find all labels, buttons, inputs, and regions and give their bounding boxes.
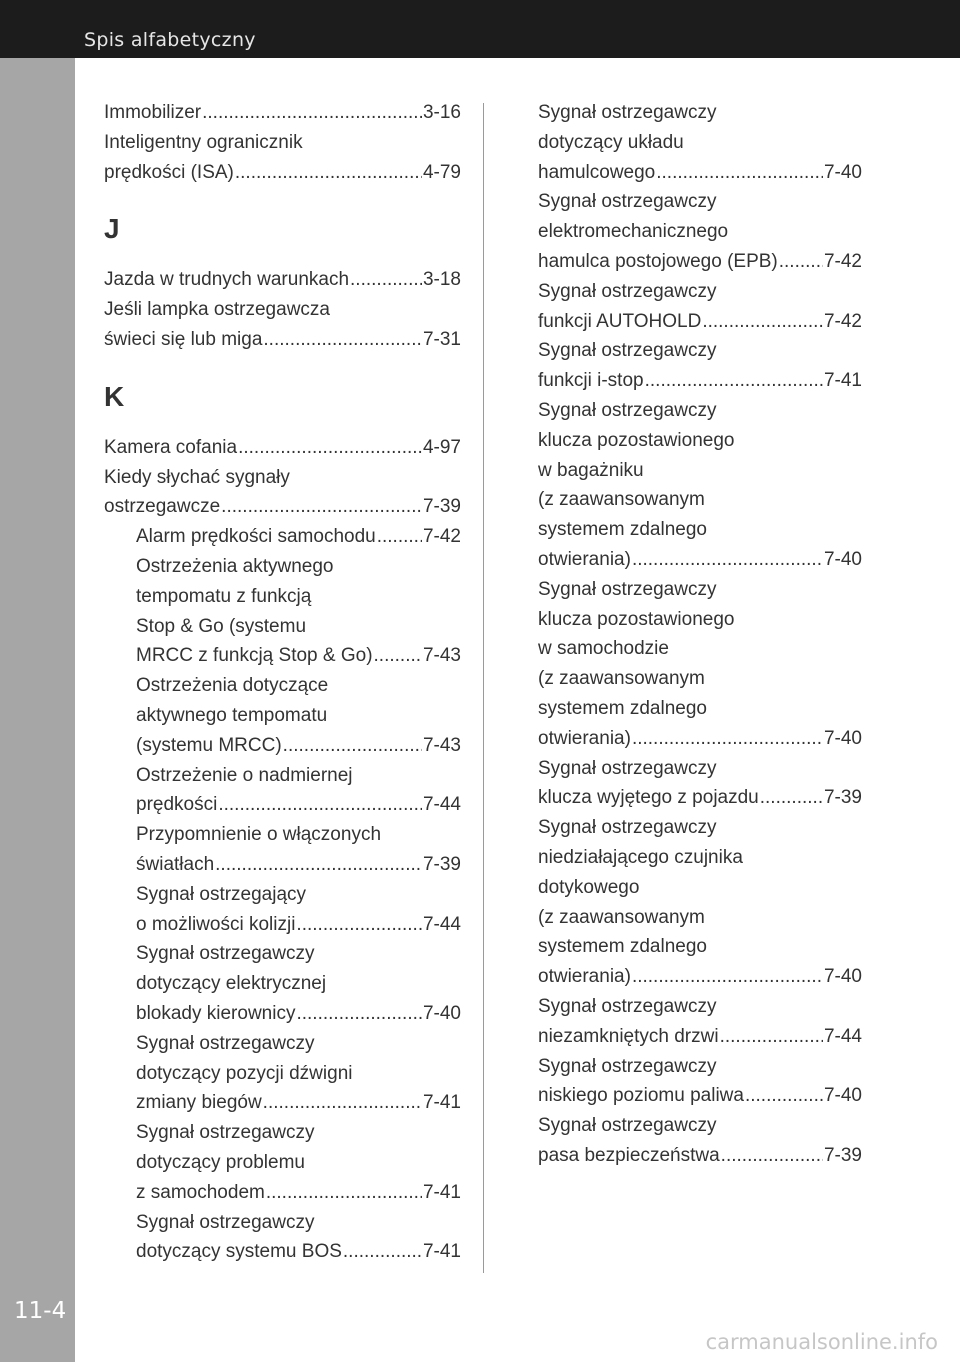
index-entry-text: (z zaawansowanym [538, 668, 705, 690]
index-entry [538, 843, 862, 873]
index-entry-text: hamulca postojowego (EPB) [538, 250, 778, 272]
index-column-right [538, 98, 862, 1171]
side-margin-bar [0, 58, 75, 1362]
index-entry-text: Sygnał ostrzegawczy [136, 1032, 315, 1054]
index-entry-text: Kamera cofania [104, 436, 238, 458]
index-entry [104, 1118, 461, 1148]
index-entry-text: niskiego poziomu paliwa [538, 1085, 744, 1107]
index-entry [104, 1237, 461, 1267]
index-entry [104, 850, 461, 880]
dot-leader [760, 783, 823, 813]
index-entry [538, 932, 862, 962]
index-entry-text: klucza pozostawionego [538, 608, 735, 630]
index-entry-text: Ostrzeżenia dotyczące [136, 675, 329, 697]
index-entry-text: funkcji i-stop [538, 370, 644, 392]
index-entry [538, 158, 862, 188]
index-entry-text: blokady kierownicy [136, 1002, 296, 1024]
page-number: 11-4 [14, 1298, 67, 1324]
index-section-letter: K [104, 380, 125, 412]
index-entry-text: Sygnał ostrzegawczy [538, 578, 717, 600]
header-bar [0, 0, 960, 58]
index-page-ref: 7-31 [422, 328, 461, 350]
index-page-ref: 7-42 [823, 310, 862, 332]
index-entry [538, 545, 862, 575]
dot-leader [343, 1237, 422, 1267]
index-entry [104, 492, 461, 522]
dot-leader [235, 158, 422, 188]
index-entry-text: Sygnał ostrzegawczy [538, 102, 717, 123]
dot-leader [266, 1178, 422, 1208]
index-page-ref: 7-44 [823, 1025, 862, 1047]
index-entry-text: w samochodzie [538, 638, 669, 660]
index-page-ref: 7-40 [823, 966, 862, 988]
index-page-ref: 7-41 [422, 1092, 461, 1114]
index-entry-text: klucza pozostawionego [538, 429, 735, 451]
index-entry-text: (systemu MRCC) [136, 734, 282, 756]
index-entry [104, 731, 461, 761]
index-entry-text: Sygnał ostrzegawczy [538, 340, 717, 362]
index-entry [538, 605, 862, 635]
index-page-ref: 7-40 [422, 1002, 461, 1024]
dot-leader [632, 962, 823, 992]
index-entry [538, 247, 862, 277]
index-entry-text: Alarm prędkości samochodu [136, 526, 376, 548]
index-entry-text: ostrzegawcze [104, 496, 221, 518]
index-entry [104, 790, 461, 820]
index-entry-text: prędkości (ISA) [104, 161, 234, 183]
index-entry [104, 969, 461, 999]
index-entry-text: hamulcowego [538, 161, 656, 183]
index-page-ref: 7-40 [823, 727, 862, 749]
index-entry [538, 1052, 862, 1082]
index-entry [538, 396, 862, 426]
index-entry-text: Sygnał ostrzegający [136, 883, 307, 905]
index-entry-text: Sygnał ostrzegawczy [538, 757, 717, 779]
index-entry [104, 522, 461, 552]
index-entry [104, 1088, 461, 1118]
index-page-ref: 7-39 [823, 787, 862, 809]
index-entry-text: o możliwości kolizji [136, 913, 296, 935]
index-entry-text: dotyczący pozycji dźwigni [136, 1062, 353, 1084]
index-entry [538, 307, 862, 337]
index-page-ref: 7-41 [422, 1241, 461, 1263]
index-entry-text: Sygnał ostrzegawczy [538, 1115, 717, 1137]
index-page-ref: 4-79 [422, 161, 461, 183]
index-entry [104, 641, 461, 671]
index-entry-text: tempomatu z funkcją [136, 585, 312, 607]
dot-leader [377, 522, 422, 552]
index-entry-text: Sygnał ostrzegawczy [538, 817, 717, 839]
index-section-letter: J [104, 213, 120, 245]
index-entry-text: aktywnego tempomatu [136, 704, 328, 726]
index-entry [104, 939, 461, 969]
index-entry-text: Immobilizer [104, 102, 202, 123]
index-entry [538, 515, 862, 545]
index-entry [538, 873, 862, 903]
dot-leader [283, 731, 422, 761]
index-entry [538, 277, 862, 307]
index-entry [104, 671, 461, 701]
dot-leader [779, 247, 823, 277]
index-entry-text: Stop & Go (systemu [136, 615, 307, 637]
dot-leader [238, 433, 422, 463]
dot-leader [350, 265, 422, 295]
index-entry [538, 1022, 862, 1052]
index-entry-text: Ostrzeżenia aktywnego [136, 555, 334, 577]
index-entry-text: światłach [136, 853, 215, 875]
dot-leader [221, 492, 422, 522]
index-entry [538, 575, 862, 605]
index-entry [104, 295, 461, 325]
index-entry [538, 634, 862, 664]
dot-leader [656, 158, 823, 188]
index-entry-text: (z zaawansowanym [538, 489, 705, 511]
index-entry [104, 552, 461, 582]
index-entry [538, 694, 862, 724]
dot-leader [263, 1088, 422, 1118]
dot-leader [745, 1081, 823, 1111]
index-entry [538, 485, 862, 515]
index-entry [538, 783, 862, 813]
dot-leader [632, 545, 823, 575]
index-entry-text: MRCC z funkcją Stop & Go) [136, 645, 373, 667]
index-page-ref: 3-16 [422, 102, 461, 123]
index-column-left [104, 98, 461, 1267]
index-page-ref: 7-40 [823, 161, 862, 183]
index-entry-text: w bagażniku [538, 459, 644, 481]
index-entry-text: niezamkniętych drzwi [538, 1025, 719, 1047]
dot-leader [702, 307, 823, 337]
dot-leader [374, 641, 422, 671]
watermark: carmanualsonline.info [705, 1330, 938, 1354]
index-entry [538, 426, 862, 456]
index-entry [104, 820, 461, 850]
index-entry [538, 992, 862, 1022]
index-entry [538, 217, 862, 247]
dot-leader [202, 98, 422, 128]
index-entry-text: dotyczący systemu BOS [136, 1241, 342, 1263]
index-page-ref: 7-42 [422, 526, 461, 548]
index-entry-text: Sygnał ostrzegawczy [538, 995, 717, 1017]
index-page-ref: 7-41 [422, 1181, 461, 1203]
index-page-ref: 3-18 [422, 269, 461, 291]
index-entry-text: otwierania) [538, 727, 631, 749]
dot-leader [296, 910, 422, 940]
index-page-ref: 7-39 [422, 853, 461, 875]
index-entry [538, 903, 862, 933]
dot-leader [645, 366, 823, 396]
column-divider [483, 103, 484, 1273]
index-page-ref: 7-40 [823, 1085, 862, 1107]
index-entry [538, 1111, 862, 1141]
index-entry-text: prędkości [136, 794, 218, 816]
index-entry [538, 1081, 862, 1111]
index-entry-text: Sygnał ostrzegawczy [136, 943, 315, 965]
index-entry [104, 999, 461, 1029]
index-entry-text: Sygnał ostrzegawczy [538, 280, 717, 302]
index-page-ref: 7-40 [823, 548, 862, 570]
index-entry [104, 612, 461, 642]
index-entry-text: Jeśli lampka ostrzegawcza [104, 299, 330, 321]
index-entry [104, 265, 461, 295]
index-page-ref: 7-42 [823, 250, 862, 272]
index-entry-text: Sygnał ostrzegawczy [136, 1211, 315, 1233]
index-page-ref: 7-43 [422, 645, 461, 667]
index-entry [538, 98, 862, 128]
index-entry-text: elektromechanicznego [538, 221, 729, 243]
dot-leader [215, 850, 422, 880]
index-entry-text: Sygnał ostrzegawczy [538, 1055, 717, 1077]
index-entry [538, 664, 862, 694]
index-page-ref: 7-41 [823, 370, 862, 392]
index-entry [104, 761, 461, 791]
index-entry-text: systemem zdalnego [538, 936, 707, 958]
index-entry-text: z samochodem [136, 1181, 265, 1203]
index-entry [104, 433, 461, 463]
index-entry [538, 724, 862, 754]
index-entry [104, 701, 461, 731]
index-entry-text: dotykowego [538, 876, 640, 898]
index-entry [538, 754, 862, 784]
index-entry [104, 325, 461, 355]
index-entry-text: Sygnał ostrzegawczy [538, 191, 717, 213]
dot-leader [218, 790, 422, 820]
index-page-ref: 7-39 [422, 496, 461, 518]
index-entry [538, 813, 862, 843]
index-page-ref: 4-97 [422, 436, 461, 458]
index-page-ref: 7-44 [422, 913, 461, 935]
dot-leader [263, 325, 422, 355]
index-entry-text: systemem zdalnego [538, 519, 707, 541]
index-entry-text: niedziałającego czujnika [538, 846, 743, 868]
index-page-ref: 7-44 [422, 794, 461, 816]
index-entry [104, 1208, 461, 1238]
index-entry [104, 1178, 461, 1208]
index-entry-text: systemem zdalnego [538, 697, 707, 719]
index-entry-text: Jazda w trudnych warunkach [104, 269, 350, 291]
index-entry [538, 336, 862, 366]
dot-leader [721, 1141, 823, 1171]
index-entry-text: dotyczący układu [538, 131, 684, 153]
index-entry [104, 1029, 461, 1059]
index-entry [104, 582, 461, 612]
index-page-ref: 7-43 [422, 734, 461, 756]
index-entry [104, 98, 461, 128]
index-entry-text: funkcji AUTOHOLD [538, 310, 702, 332]
index-entry [104, 158, 461, 188]
index-entry [538, 128, 862, 158]
index-entry [104, 1148, 461, 1178]
index-entry [538, 187, 862, 217]
dot-leader [296, 999, 422, 1029]
index-entry-text: Inteligentny ogranicznik [104, 131, 303, 153]
index-entry-text: Ostrzeżenie o nadmiernej [136, 764, 353, 786]
index-entry-text: dotyczący elektrycznej [136, 973, 327, 995]
dot-leader [720, 1022, 823, 1052]
index-entry-text: zmiany biegów [136, 1092, 262, 1114]
index-entry-text: Przypomnienie o włączonych [136, 824, 382, 846]
index-entry-text: świeci się lub miga [104, 328, 263, 350]
index-entry-text: otwierania) [538, 548, 631, 570]
index-entry [538, 962, 862, 992]
index-entry-text: Sygnał ostrzegawczy [538, 399, 717, 421]
index-entry [104, 880, 461, 910]
index-entry [104, 1059, 461, 1089]
index-page-ref: 7-39 [823, 1144, 862, 1166]
index-entry [104, 128, 461, 158]
index-entry-text: otwierania) [538, 966, 631, 988]
index-entry [538, 366, 862, 396]
index-entry-text: Kiedy słychać sygnały [104, 466, 290, 488]
index-entry [538, 1141, 862, 1171]
index-entry-text: pasa bezpieczeństwa [538, 1144, 720, 1166]
index-entry-text: Sygnał ostrzegawczy [136, 1122, 315, 1144]
dot-leader [632, 724, 823, 754]
index-entry [538, 456, 862, 486]
index-entry-text: klucza wyjętego z pojazdu [538, 787, 759, 809]
index-entry-text: dotyczący problemu [136, 1151, 305, 1173]
index-entry-text: (z zaawansowanym [538, 906, 705, 928]
index-entry [104, 463, 461, 493]
page-header-title: Spis alfabetyczny [84, 29, 256, 51]
index-entry [104, 910, 461, 940]
